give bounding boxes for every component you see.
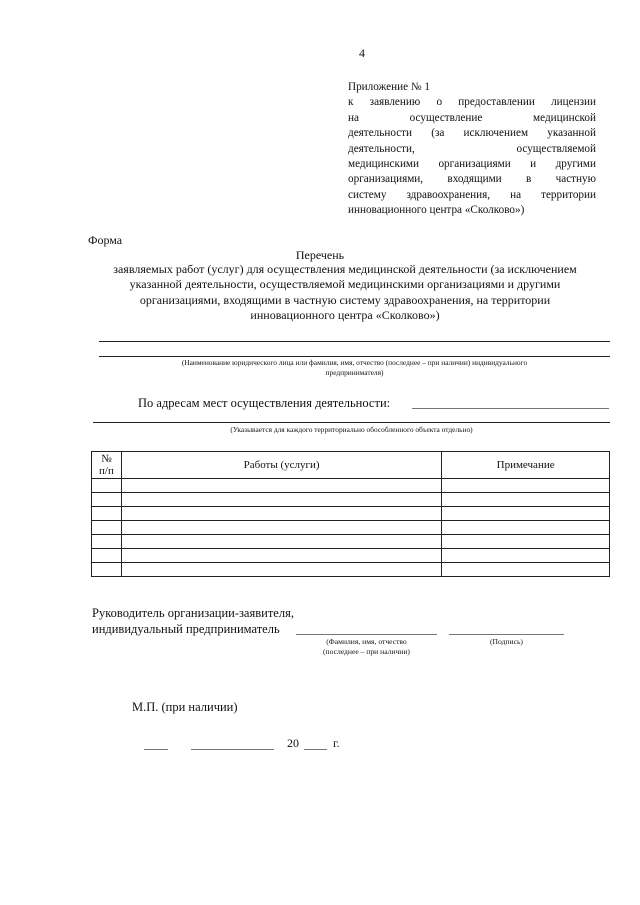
cell-works[interactable] bbox=[121, 563, 441, 577]
appendix-block bbox=[348, 80, 596, 219]
signatory-name-line[interactable] bbox=[296, 634, 437, 635]
appendix-title: Приложение № 1 bbox=[348, 81, 430, 93]
table-row[interactable] bbox=[92, 521, 610, 535]
table-row[interactable] bbox=[92, 493, 610, 507]
cell-works[interactable] bbox=[121, 493, 441, 507]
list-subtitle bbox=[80, 262, 610, 324]
applicant-name-line[interactable] bbox=[99, 356, 610, 357]
cell-number[interactable] bbox=[92, 507, 122, 521]
subtitle-line: инновационного центра «Сколково») bbox=[250, 308, 440, 323]
cell-notes[interactable] bbox=[442, 535, 610, 549]
col-notes-header: Примечание bbox=[442, 452, 610, 479]
cell-notes[interactable] bbox=[442, 479, 610, 493]
appendix-line: инновационного центра «Сколково») bbox=[348, 204, 525, 217]
cell-notes[interactable] bbox=[442, 521, 610, 535]
applicant-name-line[interactable] bbox=[99, 341, 610, 342]
cell-notes[interactable] bbox=[442, 507, 610, 521]
date-year-line[interactable] bbox=[304, 749, 327, 750]
cell-works[interactable] bbox=[121, 535, 441, 549]
signature-caption: (Подпись) bbox=[490, 637, 523, 646]
cell-works[interactable] bbox=[121, 479, 441, 493]
signatory-name-caption bbox=[296, 637, 437, 657]
applicant-caption bbox=[99, 358, 610, 378]
appendix-line: к заявлению о предоставлении лицензии bbox=[348, 96, 596, 109]
list-title: Перечень bbox=[295, 248, 345, 262]
address-line[interactable] bbox=[412, 408, 609, 409]
appendix-line: деятельности (за исключением указанной bbox=[348, 127, 596, 140]
works-table bbox=[91, 451, 610, 577]
stamp-label: М.П. (при наличии) bbox=[132, 700, 238, 714]
appendix-line: медицинскими организациями и другими bbox=[348, 158, 596, 171]
cell-number[interactable] bbox=[92, 549, 122, 563]
col-number-sub-label: п/п bbox=[99, 465, 114, 477]
table-header-row bbox=[92, 452, 610, 479]
address-caption: (Указывается для каждого территориально обособленного объекта отдельно) bbox=[230, 425, 473, 434]
table-row[interactable] bbox=[92, 563, 610, 577]
cell-works[interactable] bbox=[121, 521, 441, 535]
address-line[interactable] bbox=[93, 422, 610, 423]
subtitle-line: организациями, входящими в частную систему здравоохранения, на территории bbox=[139, 292, 551, 307]
caption-line: (Наименование юридического лица или фамилия, имя, отчество (последнее – при наличии) индивидуального bbox=[181, 358, 528, 367]
date-month-line[interactable] bbox=[191, 749, 274, 750]
cell-number[interactable] bbox=[92, 479, 122, 493]
cell-number[interactable] bbox=[92, 521, 122, 535]
table-row[interactable] bbox=[92, 535, 610, 549]
form-label: Форма bbox=[88, 233, 123, 247]
table-row[interactable] bbox=[92, 507, 610, 521]
cell-notes[interactable] bbox=[442, 563, 610, 577]
page-number: 4 bbox=[359, 46, 365, 60]
cell-number[interactable] bbox=[92, 563, 122, 577]
date-year-suffix: г. bbox=[333, 736, 340, 750]
signature-line[interactable] bbox=[449, 634, 564, 635]
date-day-line[interactable] bbox=[144, 749, 168, 750]
cell-number[interactable] bbox=[92, 493, 122, 507]
cell-notes[interactable] bbox=[442, 549, 610, 563]
table-row[interactable] bbox=[92, 479, 610, 493]
address-label: По адресам мест осуществления деятельности: bbox=[138, 396, 391, 410]
caption-line: предпринимателя) bbox=[325, 368, 384, 377]
signatory-label bbox=[92, 606, 294, 637]
caption-line: (Фамилия, имя, отчество bbox=[326, 637, 407, 646]
table-row[interactable] bbox=[92, 549, 610, 563]
cell-works[interactable] bbox=[121, 507, 441, 521]
caption-line: (последнее – при наличии) bbox=[323, 647, 410, 656]
subtitle-line: указанной деятельности, осуществляемой медицинскими организациями и другими bbox=[129, 277, 561, 292]
signatory-label-line: Руководитель организации-заявителя, bbox=[92, 606, 294, 620]
appendix-line: систему здравоохранения, на территории bbox=[348, 188, 596, 201]
subtitle-line: заявляемых работ (услуг) для осуществления медицинской деятельности (за исключением bbox=[113, 262, 577, 276]
col-works-header: Работы (услуги) bbox=[121, 452, 441, 479]
col-number-header bbox=[92, 452, 122, 479]
cell-works[interactable] bbox=[121, 549, 441, 563]
signatory-label-line: индивидуальный предприниматель bbox=[92, 621, 280, 636]
appendix-line: организациями, входящими в частную bbox=[348, 173, 596, 186]
col-number-label: № bbox=[101, 453, 112, 465]
cell-number[interactable] bbox=[92, 535, 122, 549]
cell-notes[interactable] bbox=[442, 493, 610, 507]
date-year-prefix: 20 bbox=[287, 736, 299, 750]
appendix-line: деятельности, осуществляемой bbox=[348, 142, 596, 155]
appendix-line: на осуществление медицинской bbox=[348, 111, 596, 124]
